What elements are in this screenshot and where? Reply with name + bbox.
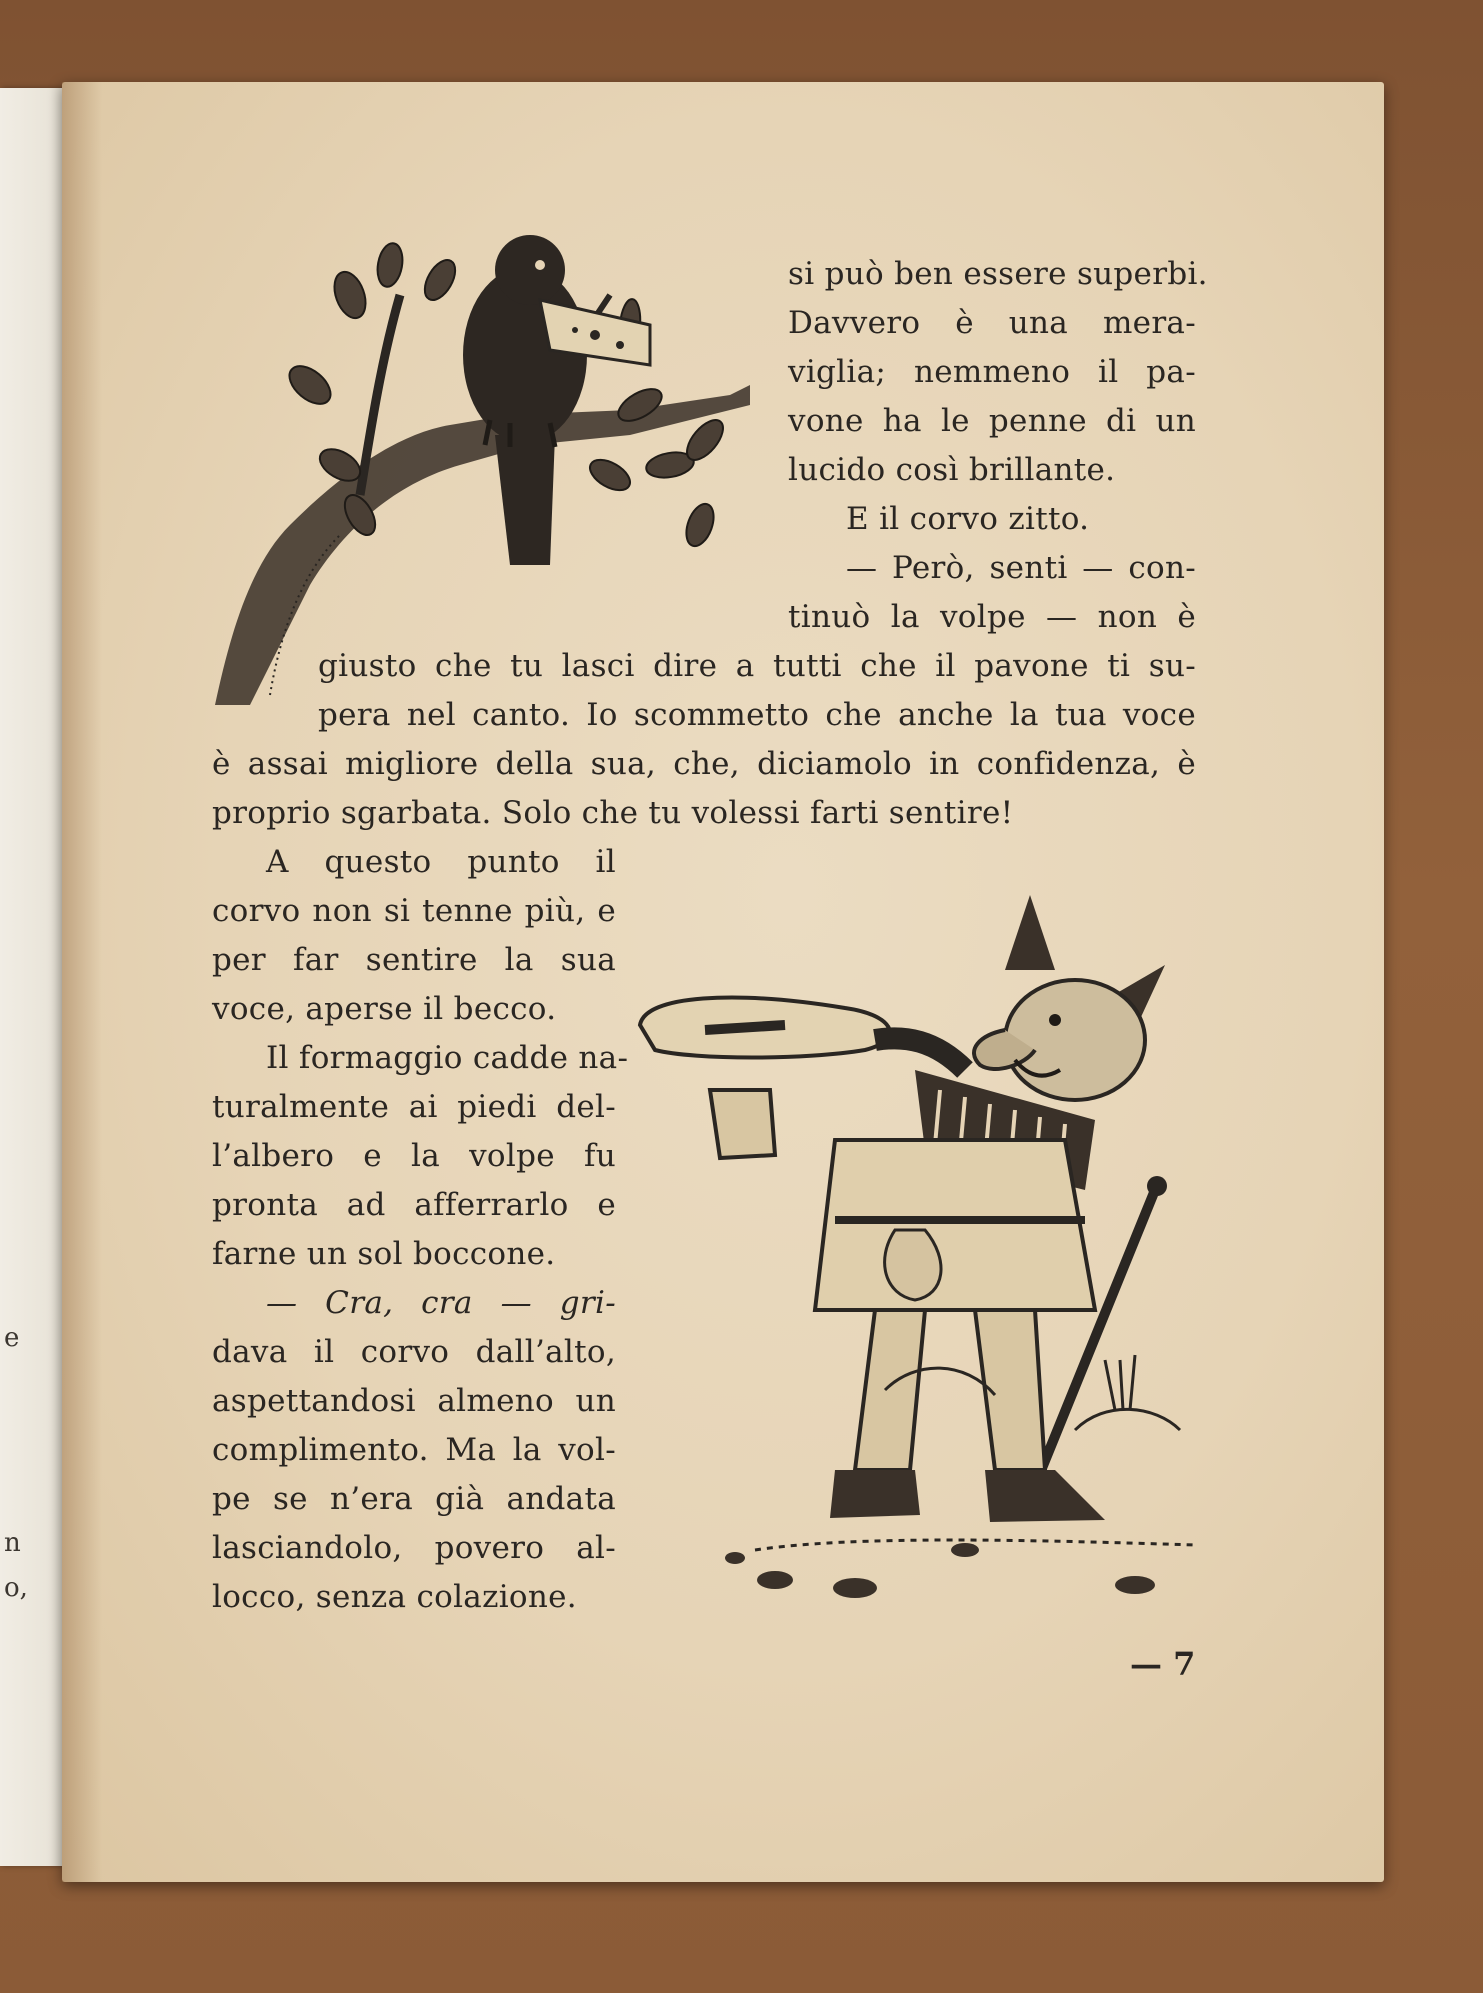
text-line: E il corvo zitto. — [846, 501, 1090, 537]
page-fold-shadow — [62, 82, 102, 1882]
text-line: per far sentire la sua — [212, 942, 616, 978]
text-line: complimento. Ma la vol- — [212, 1432, 616, 1468]
text-line: è assai migliore della sua, che, diciamolo in confidenza, è — [212, 746, 1196, 782]
text-line: — Cra, cra — gri- — [266, 1285, 616, 1321]
text-line: lasciandolo, povero al- — [212, 1530, 616, 1566]
text-line: giusto che tu lasci dire a tutti che il pavone ti su- — [318, 648, 1196, 684]
text-line: proprio sgarbata. Solo che tu volessi farti sentire! — [212, 795, 1014, 831]
text-line: turalmente ai piedi del- — [212, 1089, 616, 1125]
prev-page-fragment: e — [4, 1323, 20, 1353]
text-line: pe se n’era già andata — [212, 1481, 616, 1517]
text-line: l’albero e la volpe fu — [212, 1138, 616, 1174]
prev-page-fragment: n — [4, 1528, 21, 1558]
text-line: si può ben essere superbi. — [788, 256, 1208, 292]
fox-illustration-icon — [635, 890, 1195, 1600]
text-line: pronta ad afferrarlo e — [212, 1187, 616, 1223]
text-line: aspettandosi almeno un — [212, 1383, 616, 1419]
text-line: vone ha le penne di un — [788, 403, 1196, 439]
text-line: A questo punto il — [266, 844, 616, 880]
text-line: dava il corvo dall’alto, — [212, 1334, 616, 1370]
prev-page-fragment: o, — [4, 1573, 28, 1603]
text-line: pera nel canto. Io scommetto che anche la tua voce — [318, 697, 1196, 733]
page-number: — 7 — [1130, 1645, 1196, 1683]
crow-illustration-icon — [210, 235, 770, 705]
text-line: — Però, senti — con- — [846, 550, 1196, 586]
text-line: tinuò la volpe — non è — [788, 599, 1196, 635]
text-line: lucido così brillante. — [788, 452, 1116, 488]
text-line: locco, senza colazione. — [212, 1579, 577, 1615]
text-line: farne un sol boccone. — [212, 1236, 556, 1272]
text-line: viglia; nemmeno il pa- — [788, 354, 1196, 390]
text-line: Il formaggio cadde na- — [266, 1040, 629, 1076]
text-line: voce, aperse il becco. — [212, 991, 557, 1027]
text-line: corvo non si tenne più, e — [212, 893, 616, 929]
text-line: Davvero è una mera- — [788, 305, 1196, 341]
